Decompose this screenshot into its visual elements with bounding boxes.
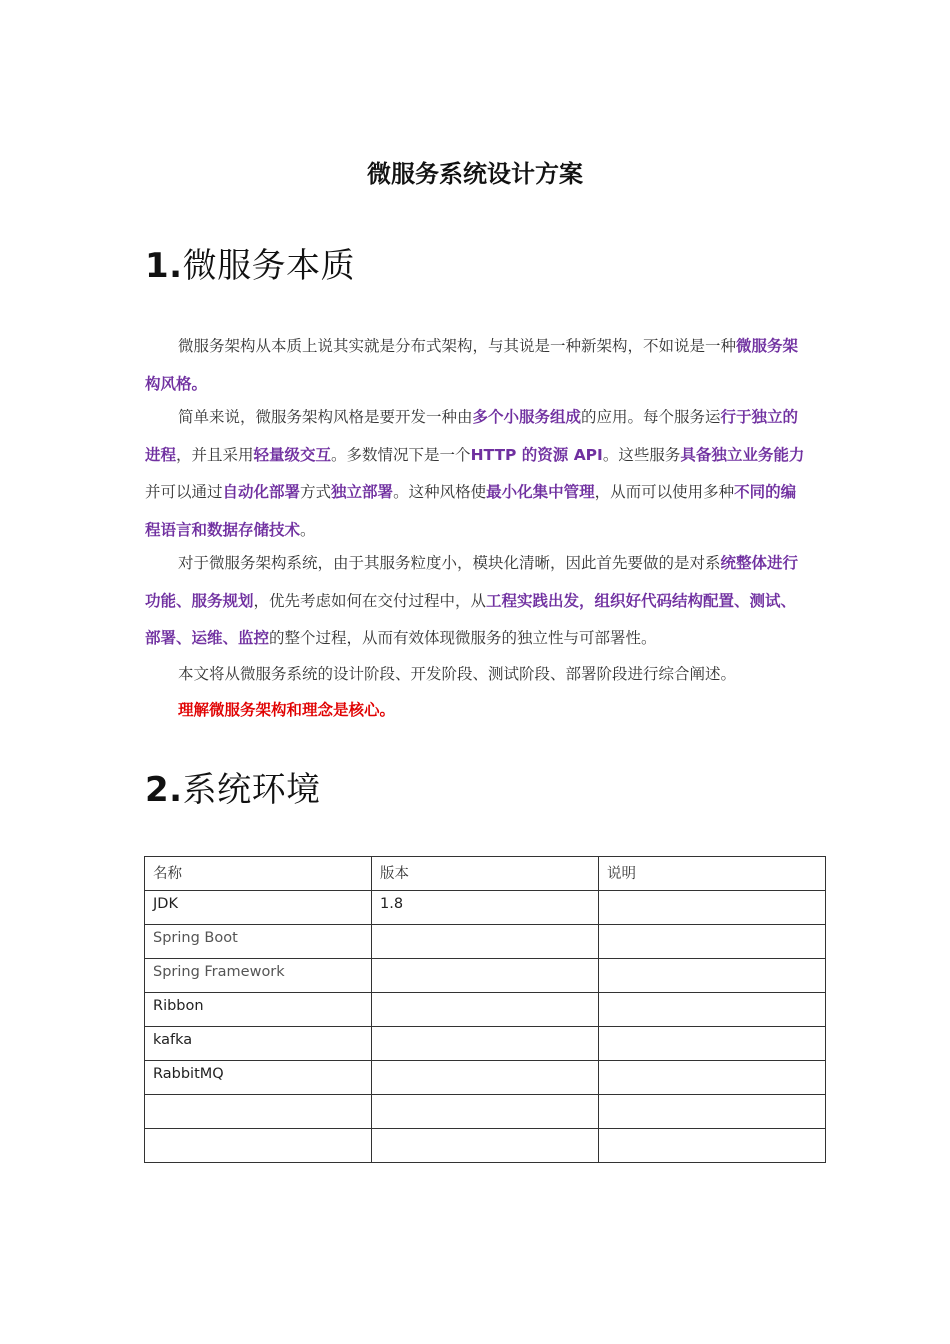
- table-cell: [599, 925, 826, 959]
- text-run: 。这种风格使: [393, 483, 487, 501]
- paragraph-planning: [145, 545, 807, 658]
- table-cell: [372, 1027, 599, 1061]
- highlight-text: 轻量级交互: [253, 445, 332, 464]
- text-run: ，从而可以使用多种: [594, 483, 735, 501]
- table-cell: [599, 959, 826, 993]
- table-cell: [145, 1095, 372, 1129]
- page-title: 微服务系统设计方案: [367, 160, 583, 188]
- paragraph-intro: [145, 328, 807, 403]
- highlight-text: 不同的编程语言和数据存储技术: [145, 483, 797, 539]
- core-emphasis-text: 理解微服务架构和理念是核心。: [178, 701, 396, 719]
- table-row: [145, 1095, 826, 1129]
- table-cell: [599, 1095, 826, 1129]
- column-header-name: 名称: [145, 857, 372, 891]
- text-run: 微服务架构从本质上说其实就是分布式架构，与其说是一种新架构，不如说是一种: [178, 337, 737, 355]
- table-cell: [372, 1129, 599, 1163]
- table-cell: [372, 1095, 599, 1129]
- paragraph-scope: [145, 656, 807, 694]
- highlight-text: HTTP 的资源 API: [470, 445, 603, 464]
- table-row: [145, 993, 826, 1027]
- table-cell: [599, 1129, 826, 1163]
- environment-table: [144, 856, 826, 1163]
- section-label: 微服务本质: [182, 246, 356, 286]
- column-header-description: 说明: [599, 857, 826, 891]
- paragraph-definition: [145, 399, 807, 549]
- highlight-text: 微服务架构风格。: [145, 337, 799, 393]
- section-number: 2.: [145, 770, 183, 810]
- paragraph-core-note: [145, 692, 807, 730]
- table-row: [145, 925, 826, 959]
- section-heading-environment: [145, 762, 321, 811]
- table-cell: [145, 1129, 372, 1163]
- table-cell: [372, 959, 599, 993]
- table-cell: [372, 993, 599, 1027]
- table-cell: Spring Framework: [145, 959, 372, 993]
- table-cell: [599, 891, 826, 925]
- text-run: ，优先考虑如何在交付过程中，从: [253, 591, 487, 610]
- highlight-text: 自动化部署: [222, 483, 301, 501]
- text-run: 并可以通过: [145, 483, 223, 501]
- text-run: 对于微服务架构系统，由于其服务粒度小，模块化清晰，因此首先要做的是对系: [178, 554, 721, 572]
- table-row: [145, 1129, 826, 1163]
- section-number: 1.: [145, 246, 183, 286]
- highlight-text: 工程实践出发，组织好代码结构配置、测试、部署、运维、监控: [145, 591, 797, 647]
- text-run: 方式: [300, 483, 332, 501]
- table-cell: [599, 1061, 826, 1095]
- table-header-row: [145, 857, 826, 891]
- table-cell: [599, 1027, 826, 1061]
- text-run: 的应用。每个服务运: [581, 408, 721, 426]
- section-label: 系统环境: [182, 770, 321, 810]
- table-row: [145, 891, 826, 925]
- text-run: 。多数情况下是一个: [331, 445, 471, 464]
- highlight-text: 独立部署: [331, 483, 394, 501]
- table-cell: JDK: [145, 891, 372, 925]
- text-run: 简单来说，微服务架构风格是要开发一种由: [178, 408, 473, 426]
- table-row: [145, 1027, 826, 1061]
- text-run: ，并且采用: [176, 445, 254, 464]
- text-run: 的整个过程，从而有效体现微服务的独立性与可部署性。: [269, 629, 657, 647]
- table-cell: 1.8: [372, 891, 599, 925]
- text-run: 本文将从微服务系统的设计阶段、开发阶段、测试阶段、部署阶段进行综合阐述。: [178, 665, 737, 683]
- table-row: [145, 1061, 826, 1095]
- table-row: [145, 959, 826, 993]
- text-run: 。: [300, 520, 316, 539]
- table-cell: [372, 1061, 599, 1095]
- highlight-text: 行于独立的进程: [145, 408, 799, 464]
- table-cell: [599, 993, 826, 1027]
- text-run: 。这些服务: [602, 445, 681, 464]
- highlight-text: 多个小服务组成: [472, 408, 582, 426]
- table-cell: Spring Boot: [145, 925, 372, 959]
- table-cell: kafka: [145, 1027, 372, 1061]
- column-header-version: 版本: [372, 857, 599, 891]
- table-cell: Ribbon: [145, 993, 372, 1027]
- table-cell: [372, 925, 599, 959]
- highlight-text: 具备独立业务能力: [680, 445, 805, 464]
- highlight-text: 最小化集中管理: [486, 483, 595, 501]
- section-heading-essence: [145, 238, 355, 287]
- table-cell: RabbitMQ: [145, 1061, 372, 1095]
- highlight-text: 统整体进行功能、服务规划: [145, 554, 799, 610]
